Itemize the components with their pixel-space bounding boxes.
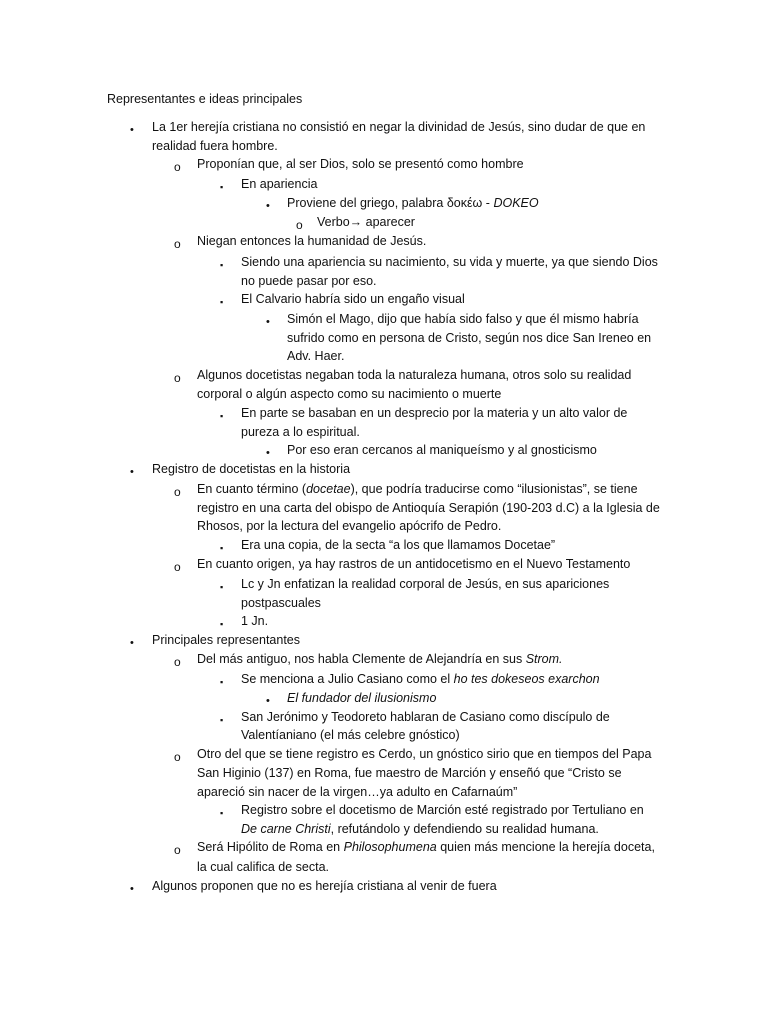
bullet-marker: ▪ [220, 619, 224, 629]
line-text: En cuanto origen, ya hay rastros de un antidocetismo en el Nuevo Testamento [197, 557, 631, 571]
text-line [287, 329, 651, 348]
line-text: Era una copia, de la secta “a los que llamamos Docetae” [241, 538, 556, 552]
line-text: apareció sin nacer de la virgen…ya adulto en Cafarnaúm” [197, 785, 518, 799]
bullet-marker: o [174, 237, 181, 251]
line-text: la cual califica de secta. [197, 860, 330, 874]
text-line [197, 480, 638, 499]
line-text: Se menciona a Julio Casiano como el [241, 672, 454, 686]
bullet-marker: o [174, 371, 181, 385]
italic-text: docetae [306, 482, 351, 496]
italic-text: Philosophumena [343, 840, 437, 854]
line-text: registro en una carta del obispo de Antioquía Serapión (190-203 d.C) a la Iglesia de [197, 501, 660, 515]
italic-text: ho tes dokeseos exarchon [453, 672, 600, 686]
line-text: Por eso eran cercanos al maniqueísmo y al gnosticismo [287, 443, 597, 457]
text-line [197, 155, 524, 174]
text-line [241, 423, 360, 442]
bullet-marker: • [130, 466, 134, 478]
text-line [197, 650, 563, 669]
bullet-marker: • [266, 695, 270, 707]
line-text: En cuanto término ( [197, 482, 307, 496]
text-line [197, 764, 622, 783]
text-line [241, 404, 627, 423]
line-text: Algunos proponen que no es herejía cristiana al venir de fuera [152, 879, 497, 893]
text-line [241, 820, 599, 839]
line-text: Niegan entonces la humanidad de Jesús. [197, 234, 427, 248]
bullet-marker: o [296, 218, 303, 232]
bullet-marker: • [130, 124, 134, 136]
line-text: Siendo una apariencia su nacimiento, su vida y muerte, ya que siendo Dios [241, 255, 658, 269]
line-text: Proponían que, al ser Dios, solo se presentó como hombre [197, 157, 524, 171]
italic-text: El fundador del ilusionismo [287, 691, 437, 705]
bullet-marker: • [130, 883, 134, 895]
bullet-marker: ▪ [220, 677, 224, 687]
line-text: En parte se basaban en un desprecio por la materia y un alto valor de [241, 406, 628, 420]
text-line [317, 213, 415, 232]
line-text: San Jerónimo y Teodoreto hablaran de Casiano como discípulo de [241, 710, 610, 724]
text-line [241, 726, 460, 745]
bullet-marker: o [174, 750, 181, 764]
bullet-marker: ▪ [220, 715, 224, 725]
line-text: San Higinio (137) en Roma, fue maestro de Marción y enseñó que “Cristo se [197, 766, 622, 780]
text-line [241, 290, 465, 309]
line-text: pureza a lo espiritual. [241, 425, 360, 439]
text-line [241, 575, 609, 594]
bullet-marker: ▪ [220, 582, 224, 592]
text-line [152, 631, 300, 650]
line-text: Rhosos, por la lectura del evangelio apócrifo de Pedro. [197, 519, 502, 533]
line-text: El Calvario habría sido un engaño visual [241, 292, 465, 306]
text-line [197, 366, 631, 385]
text-line [287, 347, 344, 366]
text-line [197, 745, 651, 764]
line-text: Lc y Jn enfatizan la realidad corporal de Jesús, en sus apariciones [241, 577, 610, 591]
text-line [152, 877, 497, 896]
italic-text: Strom. [525, 652, 563, 666]
line-text: realidad fuera hombre. [152, 139, 278, 153]
line-text: Registro de docetistas en la historia [152, 462, 351, 476]
bullet-marker: ▪ [220, 260, 224, 270]
text-line [287, 194, 539, 213]
bullet-marker: o [174, 485, 181, 499]
text-line [241, 708, 610, 727]
text-line [241, 253, 658, 272]
line-text: Será Hipólito de Roma en [197, 840, 344, 854]
text-line [241, 670, 600, 689]
text-line [241, 175, 317, 194]
text-line [197, 517, 501, 536]
bullet-marker: ▪ [220, 808, 224, 818]
line-text: Adv. Haer. [287, 349, 345, 363]
text-line [287, 310, 639, 329]
line-text: , refutándolo y defendiendo su realidad humana. [330, 822, 599, 836]
text-line [197, 858, 329, 877]
bullet-marker: o [174, 843, 181, 857]
text-line [241, 594, 321, 613]
text-line [197, 232, 426, 251]
text-line [197, 499, 660, 518]
italic-text: DOKEO [493, 196, 539, 210]
bullet-marker: ▪ [220, 297, 224, 307]
line-text: no puede pasar por eso. [241, 274, 377, 288]
line-text: La 1er herejía cristiana no consistió en negar la divinidad de Jesús, sino dudar de que en [152, 120, 646, 134]
text-line [241, 272, 377, 291]
bullet-marker: o [174, 655, 181, 669]
line-text: Del más antiguo, nos habla Clemente de Alejandría en sus [197, 652, 526, 666]
line-text: Principales representantes [152, 633, 300, 647]
line-text: quien más mencione la herejía doceta, [436, 840, 655, 854]
text-line [197, 555, 630, 574]
line-text: Simón el Mago, dijo que había sido falso y que él mismo habría [287, 312, 639, 326]
text-line [152, 460, 350, 479]
line-text: Valentíaniano (el más celebre gnóstico) [241, 728, 460, 742]
text-line [287, 689, 436, 708]
line-text: corporal o algún aspecto como su nacimiento o muerte [197, 387, 502, 401]
line-text: sufrido como en persona de Cristo, según nos dice San Ireneo en [287, 331, 652, 345]
line-text: 1 Jn. [241, 614, 269, 628]
bullet-marker: • [266, 200, 270, 212]
line-text: Otro del que se tiene registro es Cerdo, un gnóstico sirio que en tiempos del Papa [197, 747, 652, 761]
line-text: postpascuales [241, 596, 321, 610]
bullet-marker: o [174, 560, 181, 574]
line-text: Algunos docetistas negaban toda la naturaleza humana, otros solo su realidad [197, 368, 632, 382]
text-line [152, 118, 645, 137]
text-line [197, 838, 655, 857]
bullet-marker: • [130, 637, 134, 649]
bullet-marker: o [174, 160, 181, 174]
text-line [287, 441, 597, 460]
bullet-marker: ▪ [220, 543, 224, 553]
line-text: En apariencia [241, 177, 318, 191]
text-line [197, 385, 501, 404]
bullet-marker: ▪ [220, 411, 224, 421]
bullet-marker: • [266, 447, 270, 459]
bullet-marker: • [266, 316, 270, 328]
page-title: Representantes e ideas principales [107, 92, 303, 106]
text-line [241, 801, 644, 820]
text-line [152, 137, 278, 156]
line-text: Proviene del griego, palabra δοκέω - [287, 196, 494, 210]
text-line [241, 612, 268, 631]
line-text: Registro sobre el docetismo de Marción esté registrado por Tertuliano en [241, 803, 644, 817]
text-line [241, 536, 555, 555]
line-text: ), que podría traducirse como “ilusionistas”, se tiene [350, 482, 638, 496]
line-text: Verbo→ aparecer [317, 215, 415, 229]
bullet-marker: ▪ [220, 182, 224, 192]
italic-text: De carne Christi [241, 822, 331, 836]
text-line [197, 783, 517, 802]
